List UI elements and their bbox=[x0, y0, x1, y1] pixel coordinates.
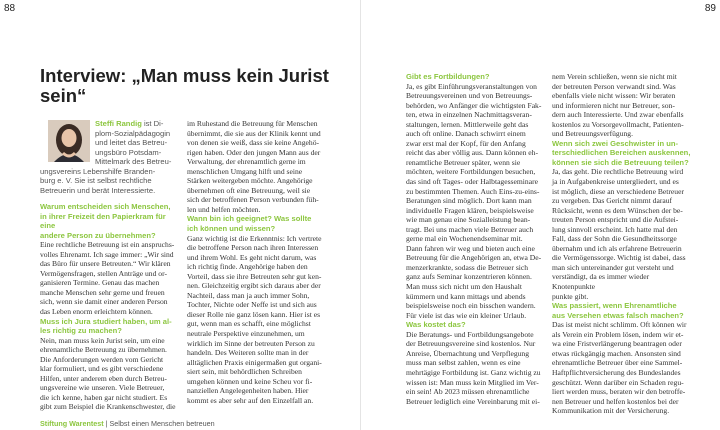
text-line: und ihrem Wohl. Es geht nicht darum, was bbox=[187, 252, 317, 262]
text-line: Hilfen, unter anderem eben durch Betreu- bbox=[40, 373, 167, 383]
text-line: Vorteil, dass sie ihre Betreuten sehr gut ken- bbox=[187, 271, 322, 281]
text-line: kommt es aber sehr auf den Einzelfall an. bbox=[187, 395, 314, 405]
page-number-right: 89 bbox=[704, 3, 716, 14]
text-line: kümmern und kann mittags und abends bbox=[406, 291, 526, 301]
text-line: Beratungen sind möglich. Dort kann man bbox=[406, 196, 532, 206]
text-line: klar formuliert, und es gibt verschiedene bbox=[40, 364, 164, 374]
column-4 bbox=[552, 72, 694, 416]
text-line: umgehen können und keine Scheu vor fi- bbox=[187, 376, 313, 386]
text-line: Muss ich Jura studiert haben, um al- bbox=[40, 316, 172, 326]
intro-line: plom-Sozialpädagogin bbox=[95, 128, 171, 138]
text-line: der Betreuungsvereine sind kostenlos. Nur bbox=[406, 339, 536, 349]
text-line: übernahm und ich als erfahrene Betreuerin bbox=[552, 243, 682, 253]
interview-question bbox=[187, 214, 329, 233]
text-line: die betroffene Person nach ihren Interessen bbox=[187, 243, 319, 253]
text-line: Dann fahren wir weg und bieten auch eine bbox=[406, 243, 535, 253]
text-line: zu bestimmten Themen. Auch Eins-zu-eins- bbox=[406, 186, 540, 196]
page-footer bbox=[40, 419, 215, 428]
text-line: wie man genau eine Sozialleistung bean- bbox=[406, 215, 531, 225]
text-line: handeln. Des Weiteren sollte man in der bbox=[187, 348, 309, 358]
text-line: tragt. Bei uns machen viele Betreuer auch bbox=[406, 224, 534, 234]
interview-question bbox=[406, 320, 548, 330]
text-line: verständigt, da es immer wieder Knotenpunkte bbox=[552, 272, 650, 292]
text-line: lung sinnvoll erscheint. Ich hatte mal den bbox=[552, 224, 678, 234]
text-line: Gibt es Fortbildungen? bbox=[406, 72, 490, 81]
text-line: übernimmt, die sie aus der Klinik kennt und bbox=[187, 128, 321, 138]
text-line: nem Verein schließen, wenn sie nicht mit bbox=[552, 72, 677, 81]
text-line: Verwaltung, der ehrenamtlich gerne im bbox=[187, 157, 306, 167]
interview-answer bbox=[552, 72, 694, 139]
text-line: Stärken weitergeben möchte. Angehörige bbox=[187, 176, 313, 186]
text-line: Die Anforderungen werden vom Gericht bbox=[40, 354, 164, 364]
text-line: in ihrer Freizeit den Papierkram für eine bbox=[40, 211, 166, 231]
text-line: Warum entscheiden sich Menschen, bbox=[40, 202, 171, 211]
footer-section: Selbst einen Menschen betreuen bbox=[109, 419, 215, 428]
text-line: muss man selbst zahlen, wenn es eine bbox=[406, 358, 521, 368]
text-line: Das ist meist nicht schlimm. Oft können wir bbox=[552, 320, 687, 330]
text-line: reicht das aber völlig aus. Dann können eh- bbox=[406, 148, 539, 158]
interview-question bbox=[406, 72, 548, 82]
interview-question bbox=[552, 139, 694, 168]
text-line: zwar erst mal der Kopf, für den Anfang bbox=[406, 138, 526, 148]
interview-answer bbox=[552, 167, 694, 301]
interview-answer bbox=[187, 234, 329, 406]
text-line: ungsvereine wie unseren. Viele Betreuer, bbox=[40, 383, 165, 393]
text-line: menzerkrankte, sodass die Betreuer sich bbox=[406, 262, 529, 272]
text-line: Haftpflichtversicherung des Bundeslandes bbox=[552, 367, 681, 377]
text-line: ganisieren Termine. Genau das machen bbox=[40, 278, 160, 288]
text-line: sich der betroffenen Person verbunden füh- bbox=[187, 195, 319, 205]
page-number-left: 88 bbox=[4, 3, 16, 14]
text-line: gibt zum Beispiel die Krankenschwester, die bbox=[40, 402, 176, 412]
text-line: aus Versehen etwas falsch machen? bbox=[552, 310, 684, 320]
text-line: ehrenamtliche Betreuung zu übernehmen. bbox=[40, 345, 167, 355]
text-line: staltungen, lernen. Mittlerweile geht das bbox=[406, 119, 529, 129]
text-line: manche Menschen sehr gerne und freuen bbox=[40, 287, 165, 297]
interview-question bbox=[40, 202, 183, 240]
text-line: menschlichen Umgang hilft und seine bbox=[187, 166, 303, 176]
text-line: möchten, weitere Fortbildungen besuchen, bbox=[406, 167, 536, 177]
intro-line: burg e. V. Sie ist selbst rechtliche bbox=[40, 176, 152, 186]
intro-block bbox=[40, 119, 180, 195]
text-line: Rücksicht, wenn es dem Wünschen der be- bbox=[552, 205, 683, 215]
text-line: treuten Person entspricht und die Aufstei- bbox=[552, 215, 679, 225]
text-line: rigen haben. Oder den jungen Mann aus der bbox=[187, 147, 321, 157]
text-line: behörden, wo Anfänger die wichtigsten Fak- bbox=[406, 100, 542, 110]
text-line: sich, wenn sie damit einer anderen Person bbox=[40, 297, 168, 307]
text-line: im Ruhestand die Betreuung für Menschen bbox=[187, 119, 318, 128]
text-line: volles Ehrenamt. Ich sage immer: „Wir sind bbox=[40, 249, 174, 259]
text-line: Wenn sich zwei Geschwister in un- bbox=[552, 138, 679, 148]
article-title: Interview: „Man muss kein Jurist sein“ bbox=[40, 65, 329, 106]
text-line: und Betreuungsverfügung. bbox=[552, 129, 633, 139]
text-line: Was passiert, wenn Ehrenamtliche bbox=[552, 301, 677, 311]
text-line: terschiedlichen Bereichen auskennen, bbox=[552, 148, 691, 158]
interview-answer bbox=[552, 320, 694, 415]
text-line: ja in Aufgabenkreise untergliedert, und es bbox=[552, 177, 679, 187]
text-line: können sie sich die Betreuung teilen? bbox=[552, 157, 689, 167]
text-line: nen Betreuer und helfen kostenlos bei der bbox=[552, 396, 679, 406]
text-line: Eine rechtliche Betreuung ist ein anspruchs- bbox=[40, 240, 175, 250]
text-line: ich richtig finde. Angehörige haben den bbox=[187, 262, 308, 272]
text-line: die Vermögenssorge. Wichtig ist dabei, dass bbox=[552, 253, 686, 263]
text-line: von denen sie weiß, dass sie keine Angehö- bbox=[187, 138, 320, 148]
text-line: gerne mal ein Wochenendseminar mit. bbox=[406, 234, 523, 244]
intro-line: und leitet das Betreu- bbox=[95, 138, 168, 148]
text-line: ehrenamtliche Betreuer über eine Sammel- bbox=[552, 358, 683, 368]
text-line: neutrale Perspektive einzunehmen, um bbox=[187, 329, 305, 339]
intro-lines bbox=[40, 129, 180, 196]
text-line: das Büro für unsere Betreuten.“ Wir klären bbox=[40, 259, 171, 269]
text-line: Anreise, Übernachtung und Verpflegung bbox=[406, 348, 530, 358]
interview-answer bbox=[40, 240, 183, 316]
text-line: wirklich im Sinne der betreuten Person zu bbox=[187, 338, 315, 348]
text-line: Kommunikation mit der Versicherung. bbox=[552, 406, 670, 416]
text-line: das sind oft Tages- oder Halbtagesseminare bbox=[406, 177, 538, 187]
text-line: Wann bin ich geeignet? Was sollte bbox=[187, 214, 312, 224]
interview-question bbox=[552, 301, 694, 320]
text-line: mehrtägige Fortbildung ist. Ganz wichtig zu bbox=[406, 367, 541, 377]
text-line: Nein, man muss kein Jurist sein, um eine bbox=[40, 335, 165, 345]
interview-answer bbox=[406, 330, 548, 406]
text-line: liert werden muss, beraten wir den betroffe- bbox=[552, 387, 686, 397]
text-line: dieser Rolle nie ganz lösen kann. Hier ist es bbox=[187, 309, 321, 319]
text-line: Vermögensfragen, stellen Anträge und or- bbox=[40, 268, 168, 278]
text-line: alltäglichen Praxis einigermaßen gut organi- bbox=[187, 357, 322, 367]
interview-answer bbox=[406, 82, 548, 321]
text-line: Die Beratungs- und Fortbildungsangebote bbox=[406, 329, 534, 339]
text-line: Was kostet das? bbox=[406, 320, 466, 330]
footer-brand: Stiftung Warentest bbox=[40, 419, 104, 428]
text-line: dern auch Interessierte. Und zwar ebenfalls bbox=[552, 110, 684, 120]
interview-answer bbox=[187, 119, 329, 214]
intro-line: Betreuerin und berät Interessierte. bbox=[40, 185, 156, 195]
intro-line: ungsvereins Lebenshilfe Branden- bbox=[40, 166, 156, 176]
footer-separator: | bbox=[103, 419, 110, 428]
text-line: beispielsweise noch ein bisschen wandern. bbox=[406, 301, 536, 311]
text-line: geschützt. Wenn darüber ein Schaden regu- bbox=[552, 377, 684, 387]
text-line: das Leben enorm erleichtern können. bbox=[40, 307, 153, 317]
text-line: Man muss sich nicht um den Haushalt bbox=[406, 282, 523, 292]
text-line: les richtig zu machen? bbox=[40, 326, 122, 336]
column-3 bbox=[406, 72, 548, 406]
text-line: ebenfalls viele nicht wissen: Wir beraten bbox=[552, 91, 676, 101]
text-line: renamtliche Betreuer später, wenn sie bbox=[406, 157, 521, 167]
text-line: Fall, dass der Sohn die Gesundheitssorge bbox=[552, 234, 677, 244]
text-line: ganz aufs Seminar konzentrieren können. bbox=[406, 272, 532, 282]
text-line: Ja, das geht. Die rechtliche Betreuung wird bbox=[552, 167, 684, 177]
text-line: und informieren nicht nur Betreuer, son- bbox=[552, 100, 675, 110]
text-line: man sich untereinander gut versteht und bbox=[552, 262, 674, 272]
text-line: Betreuung für die Angehörigen an, etwa De- bbox=[406, 253, 542, 263]
text-line: Tochter, Nichte oder Neffe ist und sich aus bbox=[187, 300, 317, 310]
intro-text-first: ist Di- bbox=[141, 119, 164, 128]
text-line: auch oft online. Danach schwirrt einem bbox=[406, 129, 526, 139]
column-2 bbox=[187, 119, 329, 405]
text-line: nanziellen Angelegenheiten haben. Hier bbox=[187, 386, 309, 396]
text-line: Nachteil, dass man ja auch immer Sohn, bbox=[187, 290, 310, 300]
intro-name: Steffi Randig bbox=[95, 119, 142, 128]
text-line: Betreuer lediglich eine Vereinbarung mit ei- bbox=[406, 396, 540, 406]
text-line: andere Person zu übernehmen? bbox=[40, 230, 156, 240]
text-line: len und helfen möchten. bbox=[187, 204, 261, 214]
text-line: Für viele ist das wie ein kleiner Urlaub. bbox=[406, 310, 527, 320]
text-line: der betreuten Person verwandt sind. Was bbox=[552, 81, 676, 91]
text-line: gut, wenn man es schafft, eine möglichst bbox=[187, 319, 311, 329]
text-line: wissen ist: Man muss kein Mitglied im Ver- bbox=[406, 377, 539, 387]
interview-answer bbox=[40, 336, 183, 412]
text-line: Ja, es gibt Einführungsveranstaltungen von bbox=[406, 81, 537, 91]
text-line: ist möglich, diese an verschiedene Betreuer bbox=[552, 186, 684, 196]
intro-line: Mittelmark des Betreu- bbox=[95, 157, 172, 167]
text-line: punkte gibt. bbox=[552, 291, 589, 301]
text-line: nen. Gleichzeitig ergibt sich daraus aber der bbox=[187, 281, 321, 291]
intro-line: ungsbüro Potsdam- bbox=[95, 147, 162, 157]
text-line: Ganz wichtig ist die Erkenntnis: Ich vertrete bbox=[187, 233, 322, 243]
text-line: übernehmen oft eine Betreuung, weil sie bbox=[187, 185, 311, 195]
text-line: die ich kenne, haben gar nicht studiert. Es bbox=[40, 392, 168, 402]
text-line: etwas rückgängig machen. Ansonsten sind bbox=[552, 348, 681, 358]
text-line: als Verein ein Problem lösen, indem wir et- bbox=[552, 329, 684, 339]
text-line: siert sein, mit behördlichen Schreiben bbox=[187, 367, 302, 377]
text-line: ich können und wissen? bbox=[187, 224, 276, 234]
text-line: wa eine Fristverlängerung beantragen oder bbox=[552, 339, 682, 349]
text-line: kostenlos zu Vorsorgevollmacht, Patienten- bbox=[552, 119, 684, 129]
text-line: Betreuungsvereinen und von Betreuungs- bbox=[406, 91, 533, 101]
text-line: ein sein! Ab 2023 müssen ehrenamtliche bbox=[406, 387, 530, 397]
text-line: ten, etwa in einzelnen Nachmittagsveran- bbox=[406, 110, 532, 120]
interview-question bbox=[40, 317, 183, 336]
text-line: zu vergeben. Das Gericht nimmt darauf bbox=[552, 196, 673, 206]
text-line: individuelle Fragen klären, beispielsweise bbox=[406, 205, 534, 215]
page-gutter bbox=[360, 0, 361, 430]
column-1 bbox=[40, 202, 183, 412]
